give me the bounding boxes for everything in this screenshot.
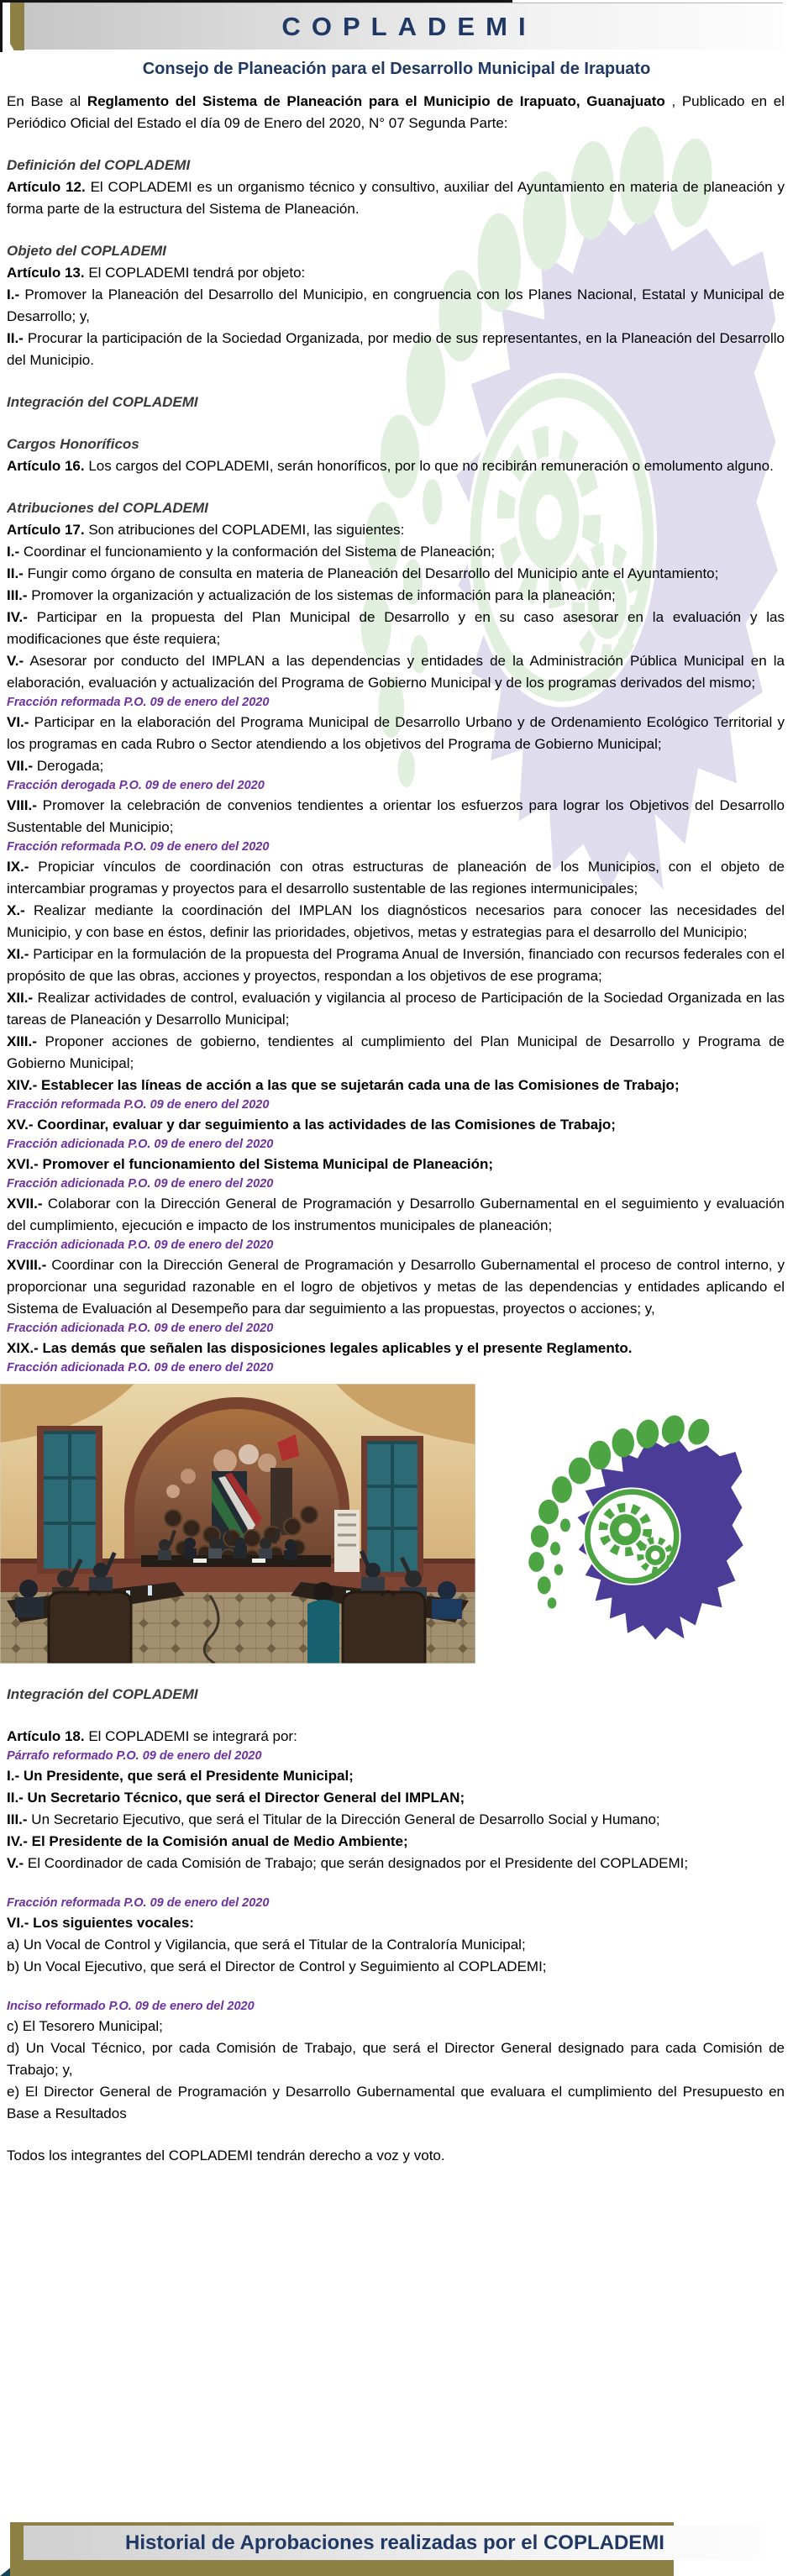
spacer (7, 477, 785, 497)
text-run: El Coordinador de cada Comisión de Trabajo; que serán designados por el Presidente del COPLADEMI; (24, 1855, 689, 1871)
paragraph (7, 987, 785, 1031)
paragraph (7, 1912, 785, 1934)
bold-run: Artículo 18. (7, 1728, 85, 1744)
bold-run: Artículo 17. (7, 522, 85, 538)
paragraph (7, 795, 785, 839)
bold-run: V.- (7, 1855, 24, 1871)
text-run: c) El Tesorero Municipal; (7, 2018, 163, 2034)
implan-irapuato-logo (475, 1407, 793, 1641)
paragraph (7, 328, 785, 371)
paragraph (7, 712, 785, 755)
bold-run: Artículo 16. (7, 458, 85, 474)
amendment-note: Fracción reformada P.O. 09 de enero del 2020 (7, 1098, 270, 1112)
paragraph (7, 1154, 785, 1175)
text-run: b) Un Vocal Ejecutivo, que será el Director de Control y Seguimiento al COPLADEMI; (7, 1958, 547, 1974)
paragraph (7, 1254, 785, 1320)
bold-run: I.- Un Presidente, que será el Presidente Municipal; (7, 1768, 354, 1784)
bold-run: XVII.- (7, 1196, 43, 1212)
bold-run: IV.- (7, 609, 28, 625)
bold-run: III.- (7, 1811, 28, 1827)
amendment-note: Fracción reformada P.O. 09 de enero del 2020 (7, 840, 270, 854)
bold-run: VII.- (7, 758, 34, 774)
bold-run: XIX.- Las demás que señalen las disposiciones legales aplicables y el presente Reglamento. (7, 1340, 633, 1356)
paragraph (7, 1765, 785, 1787)
media-row (0, 1384, 793, 1664)
bold-run: Artículo 12. (7, 179, 86, 195)
article-body-bottom (0, 1684, 793, 2167)
paragraph (7, 585, 785, 607)
footer-bar (24, 2526, 766, 2560)
text-run: , Publicado en el Periódico Oficial del Estado el día 09 de Enero del 2020, N° 07 Segunda Parte: (7, 93, 785, 131)
amendment-note: Fracción reformada P.O. 09 de enero del 2020 (7, 696, 270, 709)
bold-run: XVIII.- (7, 1257, 47, 1273)
council-meeting-photo (0, 1384, 475, 1664)
text-run: El COPLADEMI tendrá por objeto: (84, 265, 306, 281)
bold-run: V.- (7, 653, 24, 669)
paragraph (7, 1934, 785, 1956)
paragraph (7, 284, 785, 328)
text-run: Un Secretario Ejecutivo, que será el Titular de la Dirección General de Desarrollo Social y Humano; (27, 1811, 660, 1827)
text-run: Realizar mediante la coordinación del IMPLAN los diagnósticos necesarios para conocer las necesidades del Municipio, y con base en éstos, definir las prioridades, objetivos, metas y estrategias para el desarrollo del Municipio; (7, 902, 785, 940)
bold-run: XII.- (7, 990, 34, 1006)
text-run: e) El Director General de Programación y Desarrollo Gubernamental que evaluara el cumplimiento del Presupuesto en Base a Resultados (7, 2084, 785, 2121)
paragraph (7, 607, 785, 650)
bold-run: Artículo 13. (7, 265, 85, 281)
text-run: Propiciar vínculos de coordinación con otras estructuras de planeación de los Municipios, con el objeto de intercambiar programas y proyectos para el desarrollo sustentable de las regiones intermunicipales; (7, 859, 785, 896)
spacer (7, 1978, 785, 1998)
text-run: El COPLADEMI es un organismo técnico y consultivo, auxiliar del Ayuntamiento en materia de planeación y forma parte de la estructura del Sistema de Planeación. (7, 179, 785, 217)
paragraph (7, 455, 785, 477)
spacer (7, 1874, 785, 1895)
paragraph (7, 1831, 785, 1853)
text-run: Proponer acciones de gobierno, tendientes al cumplimiento del Plan Municipal de Desarrollo y Programa de Gobierno Municipal; (7, 1033, 785, 1071)
bold-run: I.- (7, 287, 20, 302)
section-heading: Definición del COPLADEMI (7, 157, 191, 173)
bold-run: II.- (7, 565, 24, 581)
text-run: d) Un Vocal Técnico, por cada Comisión de Trabajo, que será el Director General designado para cada Comisión de Trabajo; y, (7, 2040, 785, 2078)
paragraph (7, 2081, 785, 2125)
section-heading: Integración del COPLADEMI (7, 1686, 198, 1702)
article-body-top (0, 79, 793, 1377)
text-run: Promover la Planeación del Desarrollo del Municipio, en congruencia con los Planes Nacional, Estatal y Municipal de Desarrollo; y, (7, 287, 785, 324)
text-run: Asesorar por conducto del IMPLAN a las dependencias y entidades de la Administración Pública Municipal en la elaboración, evaluación y actualización del Programa de Gobierno Municipal y de los programas derivados del mismo; (7, 653, 785, 691)
paragraph (7, 755, 785, 777)
paragraph (7, 2016, 785, 2037)
paragraph (7, 1075, 785, 1096)
bold-run: XIII.- (7, 1033, 37, 1049)
bold-run: XI.- (7, 946, 29, 962)
amendment-note: Fracción adicionada P.O. 09 de enero del 2020 (7, 1361, 274, 1375)
paragraph (7, 1726, 785, 1748)
footer-title: Historial de Aprobaciones realizadas por el COPLADEMI (125, 2531, 664, 2554)
bold-run: X.- (7, 902, 25, 918)
section-heading: Integración del COPLADEMI (7, 394, 198, 410)
bold-run: XV.- Coordinar, evaluar y dar seguimiento a las actividades de las Comisiones de Trabajo; (7, 1117, 616, 1133)
text-run: Participar en la propuesta del Plan Municipal de Desarrollo y en su caso asesorar en la evaluación y las modificaciones que éste requiera; (7, 609, 785, 647)
text-run: Promover la celebración de convenios tendientes a orientar los esfuerzos para lograr los Objetivos del Desarrollo Sustentable del Municipio; (7, 797, 785, 835)
paragraph (7, 2145, 785, 2167)
amendment-note: Párrafo reformado P.O. 09 de enero del 2020 (7, 1749, 262, 1763)
paragraph (7, 262, 785, 284)
paragraph (7, 1031, 785, 1075)
page-footer (0, 2516, 793, 2576)
bold-run: VI.- Los siguientes vocales: (7, 1915, 194, 1931)
paragraph (7, 856, 785, 900)
text-run: Participar en la formulación de la propuesta del Programa Anual de Inversión, financiado con recursos federales con el propósito de que las obras, acciones y proyectos, respondan a los objetivos de ese programa; (7, 946, 785, 984)
bold-run: IX.- (7, 859, 29, 875)
text-run: Colaborar con la Dirección General de Programación y Desarrollo Gubernamental en el seguimiento y evaluación del cumplimiento, ejecución e impacto de los instrumentos municipales de planeación; (7, 1196, 785, 1233)
paragraph (7, 900, 785, 944)
section-heading: Atribuciones del COPLADEMI (7, 500, 208, 516)
paragraph (7, 1853, 785, 1874)
amendment-note: Fracción adicionada P.O. 09 de enero del 2020 (7, 1138, 274, 1151)
text-run: Procurar la participación de la Sociedad Organizada, por medio de sus representantes, en la Planeación del Desarrollo del Municipio. (7, 330, 785, 368)
text-run: Los cargos del COPLADEMI, serán honoríficos, por lo que no recibirán remuneración o emolumento alguno. (84, 458, 774, 474)
header-bar (24, 3, 783, 50)
text-run: El COPLADEMI se integrará por: (84, 1728, 297, 1744)
text-run: a) Un Vocal de Control y Vigilancia, que será el Titular de la Contraloría Municipal; (7, 1937, 526, 1953)
paragraph (7, 1114, 785, 1136)
amendment-note: Fracción adicionada P.O. 09 de enero del 2020 (7, 1322, 274, 1335)
paragraph (7, 650, 785, 694)
amendment-note: Fracción adicionada P.O. 09 de enero del 2020 (7, 1238, 274, 1252)
paragraph (7, 91, 785, 134)
page-header (0, 0, 793, 52)
paragraph (7, 1193, 785, 1237)
paragraph (7, 1809, 785, 1831)
spacer (7, 220, 785, 240)
text-run: Son atribuciones del COPLADEMI, las siguientes: (84, 522, 405, 538)
bold-run: Reglamento del Sistema de Planeación para el Municipio de Irapuato, Guanajuato (87, 93, 665, 109)
bold-run: XIV.- Establecer las líneas de acción a las que se sujetarán cada una de las Comisiones de Trabajo; (7, 1077, 680, 1093)
bold-run: II.- (7, 330, 24, 346)
section-heading: Objeto del COPLADEMI (7, 243, 166, 259)
paragraph (7, 563, 785, 585)
paragraph (7, 2037, 785, 2081)
spacer (7, 2125, 785, 2145)
bold-run: XVI.- Promover el funcionamiento del Sistema Municipal de Planeación; (7, 1156, 494, 1172)
bold-run: III.- (7, 587, 28, 603)
text-run: Participar en la elaboración del Programa Municipal de Desarrollo Urbano y de Ordenamiento Ecológico Territorial y los programas en cada Rubro o Sector atendiendo a los objetivos del Programa de Gobierno Municipal; (7, 714, 785, 752)
bold-run: VI.- (7, 714, 29, 730)
page-title: COPLADEMI (281, 11, 537, 41)
paragraph (7, 1956, 785, 1978)
text-run: En Base al (7, 93, 87, 109)
text-run: Coordinar el funcionamiento y la conformación del Sistema de Planeación; (19, 544, 496, 560)
text-run: Realizar actividades de control, evaluación y vigilancia al proceso de Participación de la Sociedad Organizada en las tareas de Planeación y Desarrollo Municipal; (7, 990, 785, 1028)
spacer (7, 413, 785, 434)
paragraph (7, 1338, 785, 1359)
header-gold-accent (10, 3, 24, 50)
page-subtitle: Consejo de Planeación para el Desarrollo Municipal de Irapuato (142, 60, 651, 78)
text-run: Todos los integrantes del COPLADEMI tendrán derecho a voz y voto. (7, 2148, 445, 2163)
text-run: Coordinar con la Dirección General de Programación y Desarrollo Gubernamental el proceso de control interno, y proporcionar una seguridad razonable en el logro de objetivos y metas de las dependencias y entidades aplicando el Sistema de Evaluación al Desempeño para dar seguimiento a las propuestas, proyectos o acciones; y, (7, 1257, 785, 1317)
spacer (7, 371, 785, 392)
paragraph (7, 541, 785, 563)
text-run: Derogada; (33, 758, 104, 774)
section-heading: Cargos Honoríficos (7, 436, 139, 452)
paragraph (7, 1787, 785, 1809)
bold-run: VIII.- (7, 797, 37, 813)
amendment-note: Fracción reformada P.O. 09 de enero del 2020 (7, 1896, 270, 1910)
bold-run: II.- Un Secretario Técnico, que será el Director General del IMPLAN; (7, 1790, 465, 1806)
bold-run: I.- (7, 544, 20, 560)
amendment-note: Inciso reformado P.O. 09 de enero del 2020 (7, 2000, 255, 2013)
paragraph (7, 944, 785, 987)
amendment-note: Fracción adicionada P.O. 09 de enero del 2020 (7, 1177, 274, 1191)
header-left-line (0, 0, 3, 52)
paragraph (7, 176, 785, 220)
spacer (7, 134, 785, 155)
text-run: Promover la organización y actualización de los sistemas de información para la planeación; (27, 587, 616, 603)
bold-run: IV.- El Presidente de la Comisión anual de Medio Ambiente; (7, 1833, 408, 1849)
paragraph (7, 519, 785, 541)
amendment-note: Fracción derogada P.O. 09 de enero del 2020 (7, 779, 265, 792)
spacer (7, 1706, 785, 1726)
text-run: Fungir como órgano de consulta en materia de Planeación del Desarrollo del Municipio ante el Ayuntamiento; (23, 565, 719, 581)
